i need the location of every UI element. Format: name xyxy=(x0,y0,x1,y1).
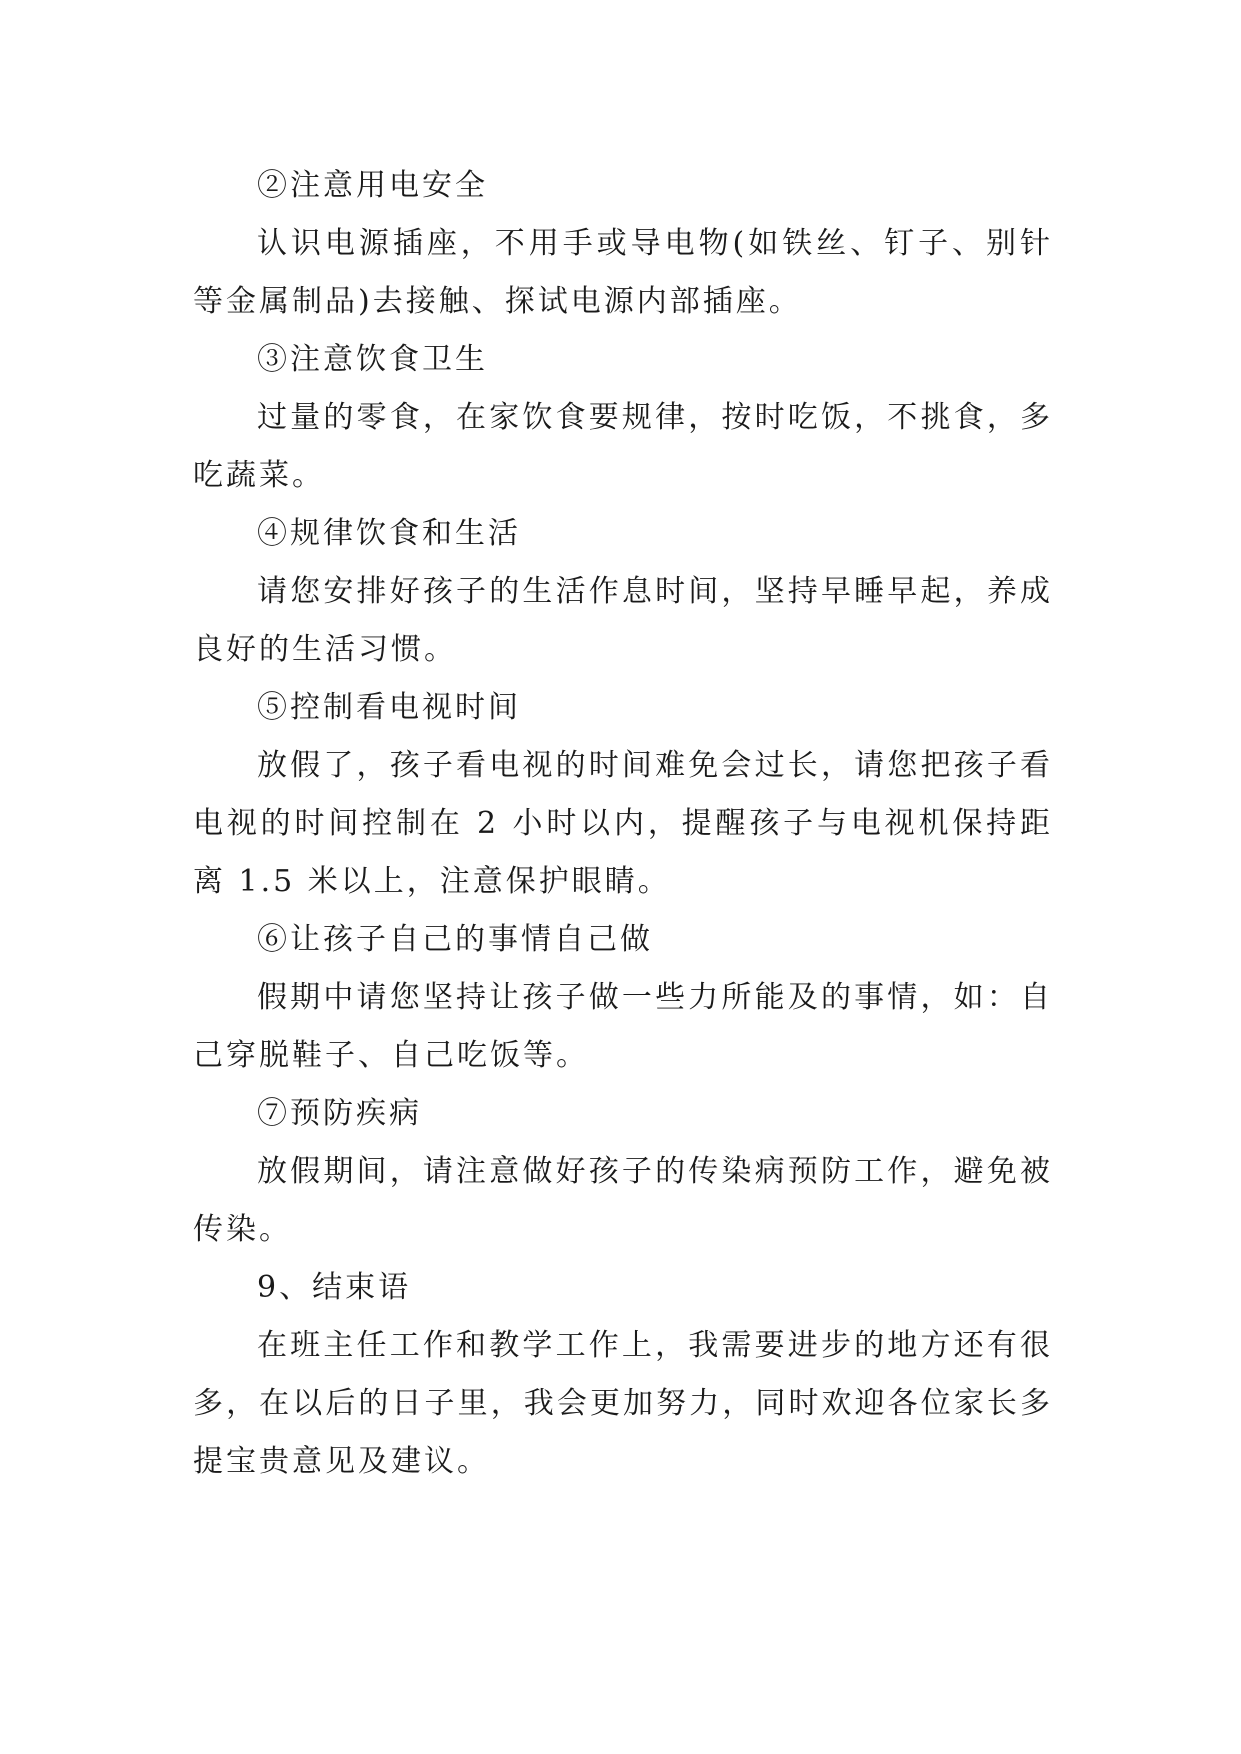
paragraph-electric-safety: 认识电源插座，不用手或导电物(如铁丝、钉子、别针等金属制品)去接触、探试电源内部插座。 xyxy=(193,226,1053,319)
paragraph-conclusion: 在班主任工作和教学工作上，我需要进步的地方还有很多，在以后的日子里，我会更加努力，同时欢迎各位家长多提宝贵意见及建议。 xyxy=(193,1328,1053,1479)
section-heading-disease-prevention: ⑦预防疾病 xyxy=(257,1096,422,1131)
paragraph-disease-prevention: 放假期间，请注意做好孩子的传染病预防工作，避免被传染。 xyxy=(193,1154,1053,1247)
section-heading-regular-life: ④规律饮食和生活 xyxy=(257,516,521,551)
section-heading-food-hygiene: ③注意饮食卫生 xyxy=(257,342,488,377)
paragraph-self-reliance: 假期中请您坚持让孩子做一些力所能及的事情，如：自己穿脱鞋子、自己吃饭等。 xyxy=(193,980,1053,1073)
paragraph-food-hygiene: 过量的零食，在家饮食要规律，按时吃饭，不挑食，多吃蔬菜。 xyxy=(193,400,1053,493)
section-heading-conclusion: 9、结束语 xyxy=(257,1270,412,1305)
paragraph-tv-time: 放假了，孩子看电视的时间难免会过长，请您把孩子看电视的时间控制在 2 小时以内，提醒孩子与电视机保持距离 1.5 米以上，注意保护眼睛。 xyxy=(193,748,1053,899)
section-heading-self-reliance: ⑥让孩子自己的事情自己做 xyxy=(257,922,653,957)
paragraph-regular-life: 请您安排好孩子的生活作息时间，坚持早睡早起，养成良好的生活习惯。 xyxy=(193,574,1053,667)
section-heading-electric-safety: ②注意用电安全 xyxy=(257,168,488,203)
document-body xyxy=(193,157,1053,1491)
section-heading-tv-time: ⑤控制看电视时间 xyxy=(257,690,521,725)
